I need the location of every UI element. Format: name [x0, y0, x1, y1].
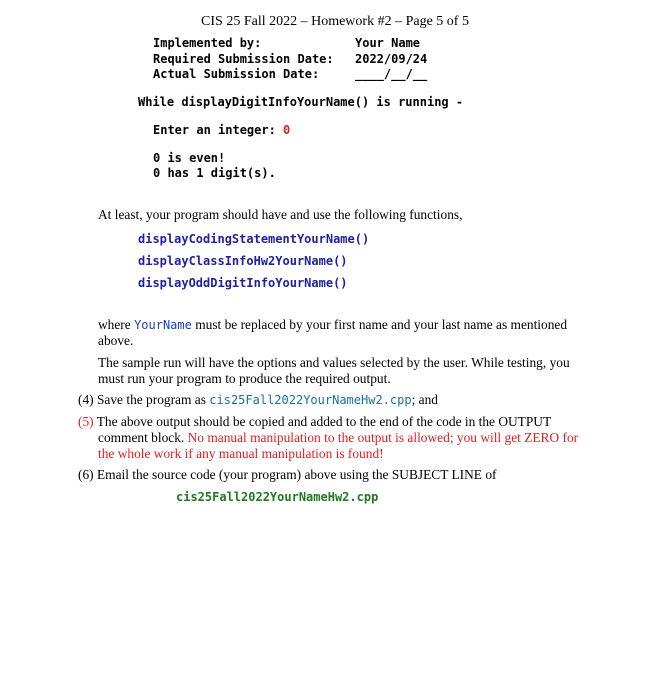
item-number: (5) [78, 414, 94, 429]
info-row-implemented-by [153, 36, 427, 52]
prompt-label: Enter an integer: [153, 123, 284, 137]
item-5: (5) The above output should be copied and added to the end of the code in the OUTPUT comment block. No manual manipulation to the output is allowed; you will get ZERO for the whole work if any manual manipulation is found! [78, 414, 579, 461]
warning-text-cont: the whole work if any manual manipulation is found! [98, 446, 384, 461]
where-line-2: above. [98, 333, 134, 348]
sample-run-heading: While displayDigitInfoYourName() is running - [138, 95, 464, 109]
item-number: (4) [78, 392, 94, 407]
submission-info-table [153, 36, 427, 83]
where-line-1: where YourName must be replaced by your first name and your last name as mentioned [98, 317, 568, 332]
functions-intro: At least, your program should have and use the following functions, [98, 207, 463, 222]
info-row-actual-date [153, 67, 427, 83]
item-number: (6) [78, 467, 94, 482]
info-key: Actual Submission Date: [153, 67, 320, 81]
email-subject-line: cis25Fall2022YourNameHw2.cpp [176, 490, 379, 504]
sample-paragraph [98, 355, 570, 387]
function-item: displayOddDigitInfoYourName() [138, 276, 348, 290]
warning-text: No manual manipulation to the output is allowed; you will get ZERO for [187, 430, 579, 445]
function-item: displayCodingStatementYourName() [138, 232, 370, 246]
info-row-required-date [153, 52, 427, 68]
sample-run-prompt [153, 123, 290, 137]
page-header: CIS 25 Fall 2022 – Homework #2 – Page 5 of 5 [201, 14, 469, 29]
function-item: displayClassInfoHw2YourName() [138, 254, 348, 268]
sample-line-1: The sample run will have the options and values selected by the user. While testing, you [98, 355, 570, 370]
function-list [138, 228, 369, 294]
info-value: ____/__/__ [355, 67, 428, 81]
info-key: Implemented by: [153, 36, 262, 50]
sample-output-line-1: 0 is even! [153, 151, 226, 165]
info-value: 2022/09/24 [355, 51, 428, 66]
sample-line-2: must run your program to produce the required output. [98, 371, 391, 386]
item-6: (6) Email the source code (your program) above using the SUBJECT LINE of [78, 467, 497, 482]
item-4: (4) Save the program as cis25Fall2022YourNameHw2.cpp; and [78, 392, 438, 407]
program-filename: cis25Fall2022YourNameHw2.cpp [209, 393, 412, 407]
prompt-input-value: 0 [283, 123, 291, 137]
info-value: Your Name [355, 36, 421, 50]
sample-output-line-2: 0 has 1 digit(s). [153, 166, 276, 180]
your-name-code: YourName [134, 318, 192, 332]
where-paragraph [98, 317, 623, 349]
info-key: Required Submission Date: [153, 51, 334, 66]
